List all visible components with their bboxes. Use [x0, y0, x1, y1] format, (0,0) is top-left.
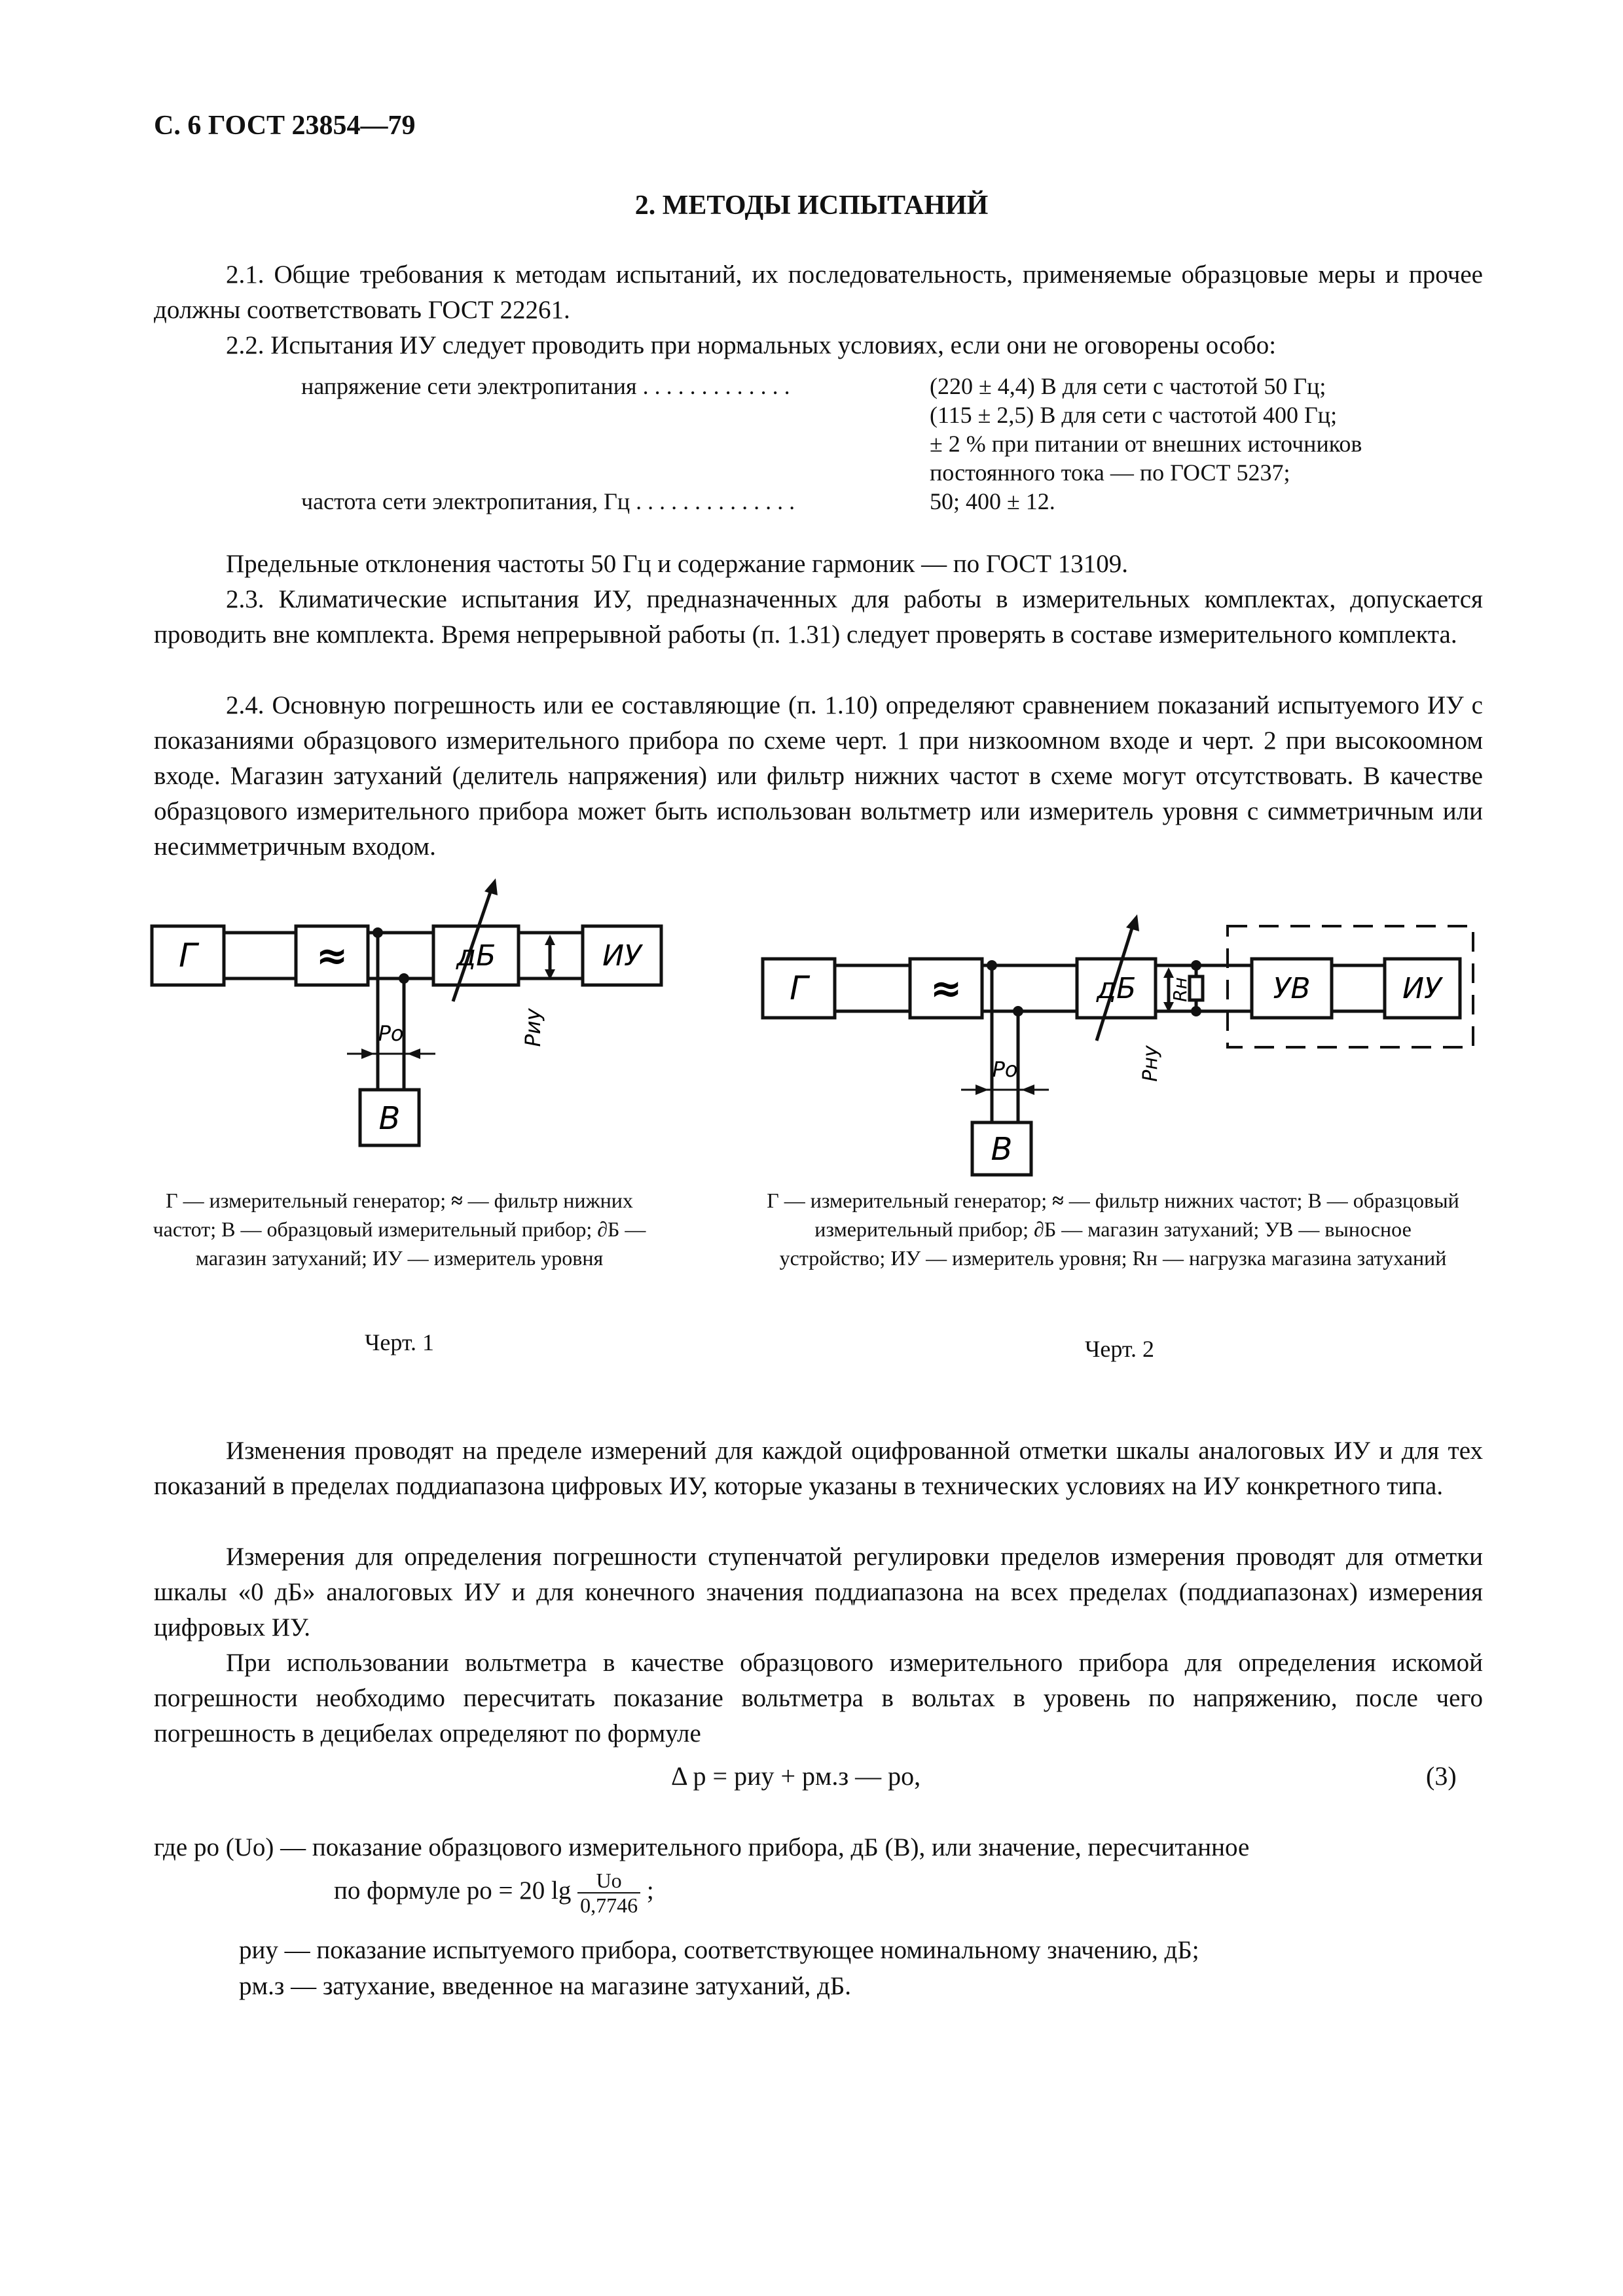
paragraph-changes: Изменения проводят на пределе измерений для каждой оцифрованной отметки шкалы аналоговых ИУ и для тех показаний в пределах поддиапазона цифровых ИУ, которые указаны в технических условиях на ИУ конкретного типа. [154, 1437, 1483, 1500]
figure-1-label: Черт. 1 [365, 1329, 434, 1355]
fig2-b-label: В [991, 1131, 1013, 1168]
fig1-iu-label: ИУ [602, 939, 642, 973]
fig1-b-label: В [378, 1100, 401, 1137]
fig1-filter-label: ≈ [316, 933, 348, 978]
po-formula-fraction [577, 1869, 640, 1917]
fig1-caption-part2: — фильтр нижних частот; В — образцовый измерительный прибор; ∂Б — магазин затуханий; ИУ — измеритель уровня [153, 1189, 646, 1270]
conditions-block [301, 372, 1480, 529]
figure-2-label: Черт. 2 [1085, 1336, 1154, 1362]
fig1-atten-label: дБ [456, 939, 496, 973]
fig2-atten-label: дБ [1096, 972, 1137, 1005]
fig2-iu-label: ИУ [1402, 972, 1442, 1005]
voltage-value-4: постоянного тока — по ГОСТ 5237; [930, 459, 1290, 486]
fig2-caption-part1: Г — измерительный генератор; [767, 1189, 1048, 1212]
fig1-caption-part1: Г — измерительный генератор; [166, 1189, 447, 1212]
paragraph-measurements: Измерения для определения погрешности ступенчатой регулировки пределов измерения проводят для отметки шкалы «0 дБ» аналоговых ИУ и для конечного значения поддиапазона на всех пределах (поддиапазонах) измерения цифровых ИУ. [154, 1543, 1483, 1641]
fig1-po-label: Pо [378, 1021, 404, 1046]
fig1-piu-label: Pиу [520, 1008, 545, 1047]
fig2-po-label: Pо [992, 1057, 1018, 1082]
fraction-numerator: Uо [577, 1869, 640, 1893]
figure-1-diagram [144, 877, 681, 1172]
fig2-gen-label: Г [790, 969, 808, 1007]
voltage-value-2: (115 ± 2,5) В для сети с частотой 400 Гц; [930, 402, 1338, 428]
fig2-pnu-label: Pну [1139, 1045, 1162, 1082]
formula-3-number: (3) [1426, 1761, 1457, 1791]
section-title: 2. МЕТОДЫ ИСПЫТАНИЙ [634, 190, 989, 221]
page-header: С. 6 ГОСТ 23854—79 [154, 111, 416, 141]
low-pass-filter-icon: ≈ [1052, 1189, 1064, 1212]
where-line-3: pиу — показание испытуемого прибора, соответствующее номинальному значению, дБ; [239, 1936, 1199, 1964]
paragraph-voltmeter: При использовании вольтметра в качестве образцового измерительного прибора для определения искомой погрешности необходимо пересчитать показание вольтметра в вольтах в уровень по напряжению, после чего погрешность в децибелах определяют по формуле [154, 1649, 1483, 1748]
figure-2-diagram [753, 877, 1480, 1185]
formula-3: Δ p = pиу + pм.з — pо, [671, 1761, 921, 1791]
voltage-label: напряжение сети электропитания . . . . . . . . . . . . . [301, 373, 790, 399]
fig1-gen-label: Г [179, 937, 197, 975]
fraction-denominator: 0,7746 [580, 1893, 638, 1917]
figure-2-caption [759, 1186, 1467, 1272]
po-formula-prefix: по формуле pо = 20 lg [334, 1876, 572, 1905]
fig2-filter-label: ≈ [930, 966, 962, 1011]
paragraph-2-1: 2.1. Общие требования к методам испытаний, их последовательность, применяемые образцовые меры и прочее должны соответствовать ГОСТ 22261. [154, 260, 1483, 324]
where-line-2 [334, 1869, 654, 1917]
paragraph-2-4: 2.4. Основную погрешность или ее составляющие (п. 1.10) определяют сравнением показаний испытуемого ИУ с показаниями образцового измерительного прибора по схеме черт. 1 при низкоомном входе и черт. 2 при высокоомном входе. Магазин затуханий (делитель напряжения) или фильтр нижних частот в схеме могут отсутствовать. В качестве образцового измерительного прибора может быть использован вольтметр или измеритель уровня с симметричным или несимметричным входом. [154, 691, 1483, 861]
paragraph-2-3: 2.3. Климатические испытания ИУ, предназначенных для работы в измерительных комплектах, допускается проводить вне комплекта. Время непрерывной работы (п. 1.31) следует проверять в составе измерительного комплекта. [154, 585, 1483, 649]
po-formula-suffix: ; [646, 1876, 654, 1905]
low-pass-filter-icon: ≈ [451, 1189, 463, 1212]
paragraph-limits: Предельные отклонения частоты 50 Гц и содержание гармоник — по ГОСТ 13109. [226, 550, 1128, 578]
where-line-1: где pо (Uо) — показание образцового измерительного прибора, дБ (В), или значение, пересчитанное [154, 1833, 1250, 1861]
fig2-uv-label: УВ [1273, 972, 1311, 1005]
fig2-caption-part2: — фильтр нижних частот; В — образцовый измерительный прибор; ∂Б — магазин затуханий; УВ — выносное устройство; ИУ — измеритель уровня; Rн — нагрузка магазина затуханий [779, 1189, 1459, 1270]
where-line-4: pм.з — затухание, введенное на магазине затуханий, дБ. [239, 1972, 852, 2000]
frequency-value: 50; 400 ± 12. [930, 488, 1055, 514]
paragraph-2-2: 2.2. Испытания ИУ следует проводить при нормальных условиях, если они не оговорены особо: [226, 331, 1277, 359]
fig2-resistor [1190, 977, 1203, 1000]
voltage-value-1: (220 ± 4,4) В для сети с частотой 50 Гц; [930, 373, 1326, 399]
voltage-value-3: ± 2 % при питании от внешних источников [930, 431, 1362, 457]
frequency-label: частота сети электропитания, Гц . . . . . . . . . . . . . . [301, 488, 795, 514]
fig2-rn-label: Rн [1169, 977, 1191, 1002]
figure-1-caption [151, 1186, 648, 1272]
